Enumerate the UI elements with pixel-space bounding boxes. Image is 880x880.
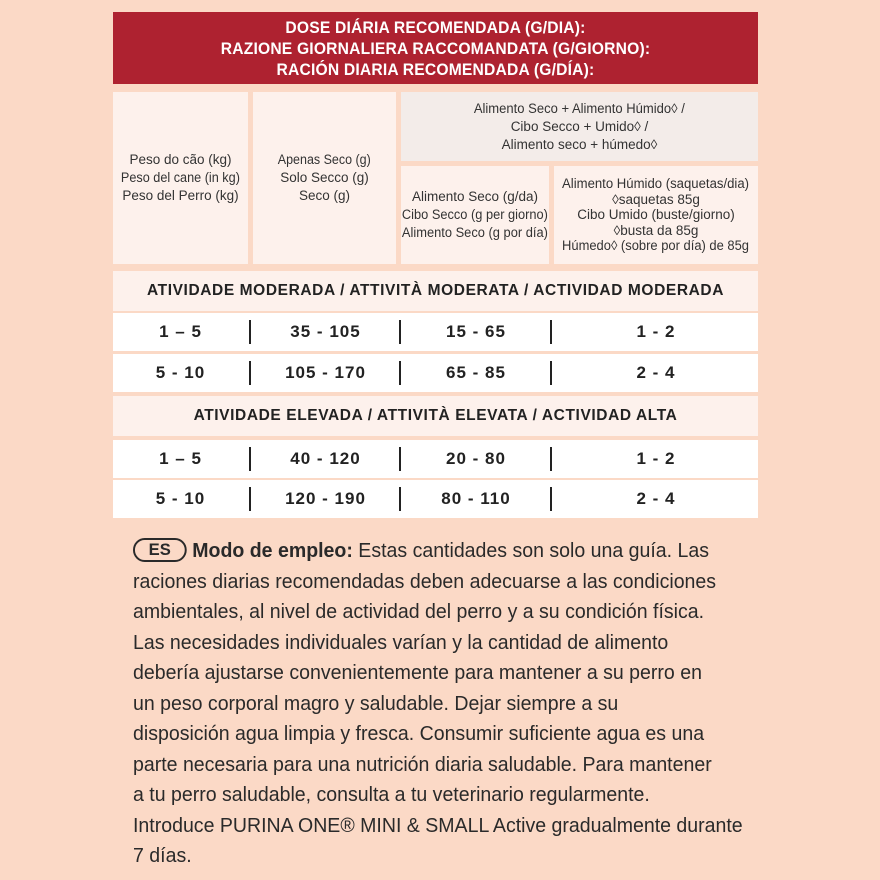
- table-row: [113, 313, 758, 351]
- cell-mixed-dry: 65 - 85: [446, 363, 506, 382]
- usage-line: parte necesaria para una nutrición diaria saludable. Para mantener: [133, 753, 712, 776]
- cell-mixed-dry: 20 - 80: [446, 449, 506, 468]
- cell-mixed-dry: 15 - 65: [446, 322, 506, 341]
- cell-mixed-dry: 80 - 110: [441, 489, 511, 508]
- column-header-weight: [113, 92, 248, 264]
- column-divider: [550, 361, 552, 385]
- cell-dry-only: 35 - 105: [290, 322, 361, 341]
- usage-line: 7 días.: [133, 845, 192, 867]
- column-header-weight-pt: Peso do cão (kg): [129, 152, 232, 167]
- column-divider: [249, 487, 251, 511]
- column-header-mixed-es: Alimento seco + húmedo◊: [501, 136, 658, 152]
- language-badge: ES: [133, 538, 186, 562]
- usage-instructions: [133, 536, 773, 872]
- table-row: [113, 480, 758, 518]
- header-title-pt: DOSE DIÁRIA RECOMENDADA (G/DIA):: [285, 18, 586, 37]
- usage-line: a tu perro saludable, consulta a tu veterinario regularmente.: [133, 784, 650, 806]
- usage-line: [133, 536, 758, 567]
- usage-line: Las necesidades individuales varían y la cantidad de alimento: [133, 631, 669, 654]
- usage-line: raciones diarias recomendadas deben adecuarse a las condiciones: [133, 570, 717, 593]
- column-divider: [249, 447, 251, 471]
- cell-mixed-wet: 2 - 4: [636, 363, 676, 382]
- column-header-mixed-dry-pt: Alimento Seco (g/da): [411, 189, 539, 204]
- column-header-dry-only-it: Solo Secco (g): [280, 170, 369, 185]
- column-header-mixed-wet-it: Cibo Umido (buste/giorno): [577, 207, 735, 223]
- section-title-high-activity: ATIVIDADE ELEVADA / ATTIVITÀ ELEVATA / ACTIVIDAD ALTA: [113, 396, 758, 436]
- cell-dry-only: 105 - 170: [285, 363, 366, 382]
- column-header-mixed-wet-pt: Alimento Húmido (saquetas/dia): [562, 176, 750, 192]
- usage-title: Modo de empleo:: [192, 540, 353, 562]
- column-header-weight-es: Peso del Perro (kg): [122, 188, 239, 203]
- cell-mixed-wet: 1 - 2: [636, 322, 676, 341]
- cell-weight: 5 - 10: [155, 363, 206, 382]
- column-header-mixed-wet: [554, 166, 758, 264]
- cell-weight: 1 – 5: [159, 449, 202, 468]
- feeding-table-header: [113, 12, 758, 84]
- usage-line: un peso corporal magro y saludable. Dejar siempre a su: [133, 692, 619, 715]
- header-title-es: RACIÓN DIARIA RECOMENDADA (G/DÍA):: [276, 60, 595, 79]
- column-header-mixed-dry-es: Alimento Seco (g por día): [402, 225, 549, 240]
- column-header-weight-it: Peso del cane (in kg): [120, 170, 240, 185]
- cell-mixed-wet: 2 - 4: [636, 489, 676, 508]
- column-header-mixed-wet-es: Húmedo◊ (sobre por día) de 85g: [562, 238, 750, 254]
- column-divider: [550, 320, 552, 344]
- cell-mixed-wet: 1 - 2: [636, 449, 676, 468]
- usage-line: Introduce PURINA ONE® MINI & SMALL Active gradualmente durante: [133, 814, 743, 837]
- column-header-dry-only-pt: Apenas Seco (g): [278, 152, 371, 167]
- cell-dry-only: 120 - 190: [285, 489, 366, 508]
- column-header-mixed-dry-it: Cibo Secco (g per giorno): [402, 207, 549, 222]
- column-header-mixed: [401, 92, 758, 161]
- table-row: [113, 354, 758, 392]
- usage-text: Estas cantidades son solo una guía. Las: [352, 540, 710, 562]
- column-header-mixed-wet-it-note: ◊busta da 85g: [613, 222, 699, 238]
- section-title-moderate-activity: ATIVIDADE MODERADA / ATTIVITÀ MODERATA / ACTIVIDAD MODERADA: [113, 271, 758, 311]
- usage-line: disposición agua limpia y fresca. Consumir suficiente agua es una: [133, 723, 705, 745]
- header-title-it: RAZIONE GIORNALIERA RACCOMANDATA (G/GIORNO):: [220, 39, 651, 58]
- column-header-mixed-pt: Alimento Seco + Alimento Húmido◊ /: [474, 100, 685, 116]
- cell-weight: 1 – 5: [159, 322, 202, 341]
- column-header-mixed-wet-pt-note: ◊saquetas 85g: [612, 191, 700, 207]
- cell-dry-only: 40 - 120: [290, 449, 361, 468]
- usage-line: debería ajustarse convenientemente para mantener a su perro en: [133, 662, 702, 684]
- column-header-mixed-it: Cibo Secco + Umido◊ /: [510, 118, 649, 134]
- cell-weight: 5 - 10: [155, 489, 206, 508]
- column-header-dry-only: [253, 92, 396, 264]
- column-header-dry-only-es: Seco (g): [298, 188, 351, 203]
- column-divider: [249, 361, 251, 385]
- column-header-mixed-dry: [401, 166, 549, 264]
- column-divider: [249, 320, 251, 344]
- column-divider: [550, 447, 552, 471]
- column-divider: [550, 487, 552, 511]
- usage-line: ambientales, al nivel de actividad del perro y a su condición física.: [133, 601, 705, 623]
- table-row: [113, 440, 758, 478]
